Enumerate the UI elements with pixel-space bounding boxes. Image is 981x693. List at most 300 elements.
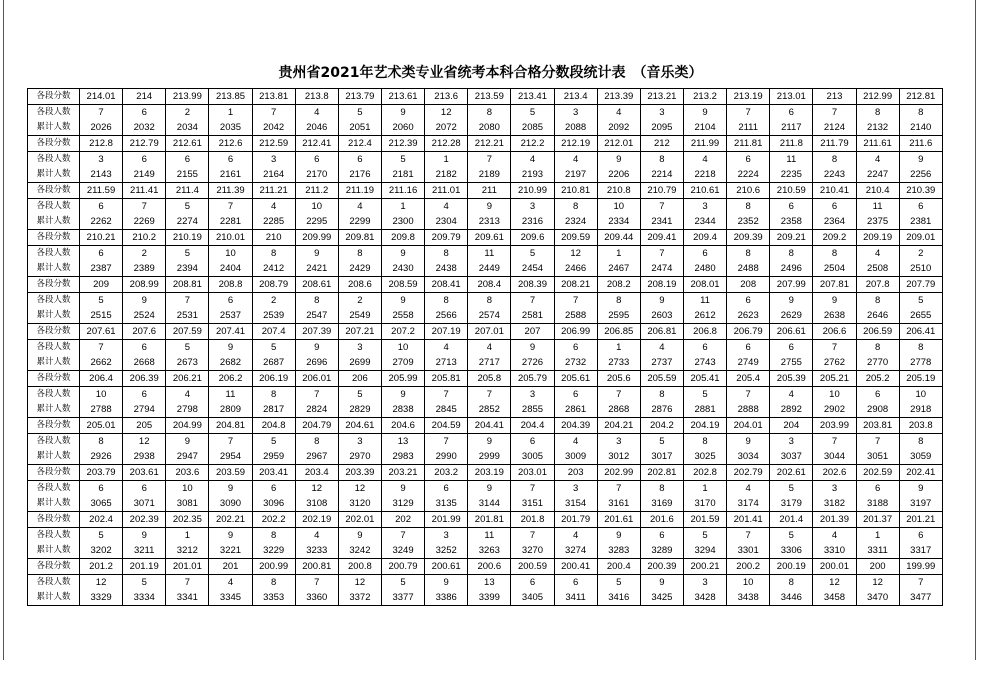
count-cell: 1 <box>381 199 424 215</box>
count-cell: 9 <box>295 340 338 356</box>
score-cell: 205.79 <box>511 371 554 387</box>
score-cell: 201.59 <box>683 512 726 528</box>
count-cell: 8 <box>640 387 683 403</box>
score-cell: 206 <box>338 371 381 387</box>
count-cell: 3 <box>80 152 123 168</box>
cumulative-cell: 2467 <box>597 261 640 277</box>
cumulative-cell: 3211 <box>123 543 166 559</box>
score-cell: 207 <box>511 324 554 340</box>
count-cell: 6 <box>554 340 597 356</box>
score-cell: 200.81 <box>295 559 338 575</box>
count-cell: 7 <box>381 528 424 544</box>
cumulative-cell: 3386 <box>425 590 468 606</box>
cumulative-cell: 2488 <box>727 261 770 277</box>
score-row <box>28 183 943 199</box>
score-cell: 209.41 <box>640 230 683 246</box>
count-cell: 6 <box>770 105 813 121</box>
score-cell: 200 <box>856 559 899 575</box>
count-cell: 11 <box>856 199 899 215</box>
cumulative-cell: 2954 <box>209 449 252 465</box>
count-cell: 13 <box>468 575 511 591</box>
count-cell: 5 <box>252 340 295 356</box>
cumulative-cell: 2696 <box>295 355 338 371</box>
cumulative-cell: 3438 <box>727 590 770 606</box>
cumulative-cell: 2537 <box>209 308 252 324</box>
cumulative-cell: 2206 <box>597 167 640 183</box>
count-cell: 6 <box>899 528 942 544</box>
row-label: 各段分数 <box>28 277 80 293</box>
count-cell: 3 <box>425 528 468 544</box>
count-cell: 6 <box>813 199 856 215</box>
count-cell: 1 <box>856 528 899 544</box>
score-cell: 205.4 <box>727 371 770 387</box>
cumulative-row <box>28 261 943 277</box>
score-cell: 211.39 <box>209 183 252 199</box>
score-cell: 213.99 <box>166 89 209 105</box>
row-label: 各段人数 <box>28 152 80 168</box>
cumulative-cell: 3012 <box>597 449 640 465</box>
score-cell: 210.81 <box>554 183 597 199</box>
cumulative-cell: 2193 <box>511 167 554 183</box>
score-cell: 212 <box>640 136 683 152</box>
row-label: 各段人数 <box>28 105 80 121</box>
cumulative-cell: 3263 <box>468 543 511 559</box>
count-cell: 6 <box>727 340 770 356</box>
score-cell: 212.99 <box>856 89 899 105</box>
cumulative-cell: 3416 <box>597 590 640 606</box>
score-row <box>28 559 943 575</box>
cumulative-cell: 3283 <box>597 543 640 559</box>
count-cell: 4 <box>295 105 338 121</box>
score-cell: 211.2 <box>295 183 338 199</box>
count-cell: 8 <box>640 481 683 497</box>
count-cell: 8 <box>252 387 295 403</box>
cumulative-cell: 2299 <box>338 214 381 230</box>
count-cell: 5 <box>511 246 554 262</box>
score-cell: 211.61 <box>856 136 899 152</box>
count-cell: 9 <box>166 434 209 450</box>
cumulative-cell: 2581 <box>511 308 554 324</box>
score-cell: 201.21 <box>899 512 942 528</box>
score-cell: 213.41 <box>511 89 554 105</box>
row-label: 各段分数 <box>28 559 80 575</box>
count-cell: 7 <box>554 293 597 309</box>
row-label: 累计人数 <box>28 261 80 277</box>
cumulative-cell: 2143 <box>80 167 123 183</box>
cumulative-cell: 2809 <box>209 402 252 418</box>
cumulative-cell: 2092 <box>597 120 640 136</box>
count-cell: 1 <box>209 105 252 121</box>
score-cell: 208.79 <box>252 277 295 293</box>
count-cell: 8 <box>425 293 468 309</box>
count-cell: 6 <box>123 481 166 497</box>
score-cell: 207.4 <box>252 324 295 340</box>
score-cell: 205.59 <box>640 371 683 387</box>
score-cell: 202.61 <box>770 465 813 481</box>
cumulative-cell: 2111 <box>727 120 770 136</box>
cumulative-cell: 3289 <box>640 543 683 559</box>
cumulative-cell: 2699 <box>338 355 381 371</box>
score-cell: 207.01 <box>468 324 511 340</box>
count-cell: 7 <box>209 434 252 450</box>
cumulative-cell: 2262 <box>80 214 123 230</box>
cumulative-cell: 3090 <box>209 496 252 512</box>
cumulative-row <box>28 496 943 512</box>
score-cell: 208 <box>727 277 770 293</box>
count-cell: 7 <box>425 387 468 403</box>
count-cell: 9 <box>209 340 252 356</box>
count-cell: 9 <box>727 434 770 450</box>
score-cell: 212.61 <box>166 136 209 152</box>
row-label: 累计人数 <box>28 402 80 418</box>
count-cell: 6 <box>209 293 252 309</box>
score-cell: 213.21 <box>640 89 683 105</box>
count-cell: 9 <box>381 293 424 309</box>
count-cell: 4 <box>856 152 899 168</box>
cumulative-cell: 2524 <box>123 308 166 324</box>
cumulative-cell: 2566 <box>425 308 468 324</box>
cumulative-cell: 2938 <box>123 449 166 465</box>
score-cell: 199.99 <box>899 559 942 575</box>
count-cell: 7 <box>295 387 338 403</box>
score-cell: 207.61 <box>80 324 123 340</box>
score-cell: 203.01 <box>511 465 554 481</box>
score-cell: 208.01 <box>683 277 726 293</box>
cumulative-cell: 2717 <box>468 355 511 371</box>
score-cell: 204.39 <box>554 418 597 434</box>
cumulative-cell: 3477 <box>899 590 942 606</box>
cumulative-row <box>28 543 943 559</box>
score-cell: 200.21 <box>683 559 726 575</box>
count-cell: 3 <box>511 199 554 215</box>
cumulative-cell: 2595 <box>597 308 640 324</box>
row-label: 各段人数 <box>28 293 80 309</box>
count-cell: 5 <box>338 387 381 403</box>
row-label: 各段分数 <box>28 230 80 246</box>
count-cell: 3 <box>770 434 813 450</box>
cumulative-cell: 2181 <box>381 167 424 183</box>
score-cell: 200.6 <box>468 559 511 575</box>
score-cell: 209.01 <box>899 230 942 246</box>
count-row <box>28 528 943 544</box>
count-cell: 8 <box>252 246 295 262</box>
score-cell: 208.6 <box>338 277 381 293</box>
score-cell: 212.81 <box>899 89 942 105</box>
cumulative-cell: 2088 <box>554 120 597 136</box>
score-cell: 210.99 <box>511 183 554 199</box>
count-cell: 9 <box>381 481 424 497</box>
score-cell: 203.59 <box>209 465 252 481</box>
count-cell: 12 <box>338 481 381 497</box>
cumulative-cell: 3009 <box>554 449 597 465</box>
row-label: 各段人数 <box>28 199 80 215</box>
row-label: 累计人数 <box>28 543 80 559</box>
cumulative-cell: 3169 <box>640 496 683 512</box>
score-cell: 208.39 <box>511 277 554 293</box>
score-cell: 212.39 <box>381 136 424 152</box>
count-cell: 4 <box>813 528 856 544</box>
count-cell: 6 <box>123 340 166 356</box>
score-cell: 209.39 <box>727 230 770 246</box>
cumulative-cell: 2480 <box>683 261 726 277</box>
score-cell: 208.81 <box>166 277 209 293</box>
count-cell: 11 <box>770 152 813 168</box>
count-cell: 8 <box>554 199 597 215</box>
count-cell: 7 <box>727 387 770 403</box>
score-distribution-table <box>27 88 943 606</box>
count-cell: 4 <box>727 481 770 497</box>
count-cell: 5 <box>80 293 123 309</box>
cumulative-cell: 3017 <box>640 449 683 465</box>
score-cell: 204.8 <box>252 418 295 434</box>
count-cell: 9 <box>640 293 683 309</box>
score-row <box>28 512 943 528</box>
cumulative-cell: 2224 <box>727 167 770 183</box>
cumulative-cell: 2778 <box>899 355 942 371</box>
score-cell: 204.6 <box>381 418 424 434</box>
cumulative-cell: 2549 <box>338 308 381 324</box>
cumulative-cell: 2344 <box>683 214 726 230</box>
cumulative-cell: 2189 <box>468 167 511 183</box>
count-cell: 9 <box>683 105 726 121</box>
count-cell: 5 <box>511 105 554 121</box>
score-cell: 211.19 <box>338 183 381 199</box>
count-cell: 2 <box>252 293 295 309</box>
cumulative-row <box>28 449 943 465</box>
cumulative-cell: 3301 <box>727 543 770 559</box>
cumulative-cell: 2161 <box>209 167 252 183</box>
score-cell: 203.79 <box>80 465 123 481</box>
count-cell: 9 <box>123 293 166 309</box>
score-cell: 206.4 <box>80 371 123 387</box>
cumulative-cell: 2060 <box>381 120 424 136</box>
count-cell: 5 <box>80 528 123 544</box>
count-row <box>28 575 943 591</box>
score-cell: 211 <box>468 183 511 199</box>
cumulative-cell: 2140 <box>899 120 942 136</box>
cumulative-cell: 3405 <box>511 590 554 606</box>
cumulative-cell: 2085 <box>511 120 554 136</box>
cumulative-cell: 2709 <box>381 355 424 371</box>
cumulative-cell: 2918 <box>899 402 942 418</box>
count-cell: 12 <box>425 105 468 121</box>
score-cell: 213 <box>813 89 856 105</box>
count-cell: 9 <box>640 575 683 591</box>
score-cell: 205.2 <box>856 371 899 387</box>
score-cell: 209.8 <box>381 230 424 246</box>
score-cell: 201.41 <box>727 512 770 528</box>
count-cell: 11 <box>683 293 726 309</box>
score-cell: 207.39 <box>295 324 338 340</box>
score-cell: 201.61 <box>597 512 640 528</box>
row-label: 各段分数 <box>28 183 80 199</box>
score-cell: 209.6 <box>511 230 554 246</box>
score-cell: 203.81 <box>856 418 899 434</box>
count-row <box>28 199 943 215</box>
score-row <box>28 136 943 152</box>
cumulative-cell: 2046 <box>295 120 338 136</box>
count-cell: 8 <box>770 246 813 262</box>
count-cell: 8 <box>727 199 770 215</box>
page-border-right <box>975 0 976 660</box>
page-title: 贵州省2021年艺术类专业省统考本科合格分数段统计表 （音乐类） <box>278 65 703 81</box>
cumulative-cell: 2876 <box>640 402 683 418</box>
count-cell: 9 <box>899 152 942 168</box>
cumulative-cell: 3310 <box>813 543 856 559</box>
count-cell: 4 <box>554 528 597 544</box>
count-cell: 5 <box>640 434 683 450</box>
cumulative-cell: 2149 <box>123 167 166 183</box>
count-cell: 7 <box>640 199 683 215</box>
score-cell: 202.19 <box>295 512 338 528</box>
score-cell: 212.01 <box>597 136 640 152</box>
cumulative-cell: 2629 <box>770 308 813 324</box>
cumulative-cell: 2881 <box>683 402 726 418</box>
cumulative-cell: 2673 <box>166 355 209 371</box>
count-cell: 7 <box>727 528 770 544</box>
score-cell: 208.99 <box>123 277 166 293</box>
score-cell: 211.01 <box>425 183 468 199</box>
score-cell: 207.2 <box>381 324 424 340</box>
count-cell: 9 <box>425 575 468 591</box>
cumulative-cell: 2155 <box>166 167 209 183</box>
cumulative-cell: 2612 <box>683 308 726 324</box>
row-label: 累计人数 <box>28 167 80 183</box>
cumulative-cell: 3065 <box>80 496 123 512</box>
count-cell: 8 <box>899 434 942 450</box>
cumulative-cell: 3334 <box>123 590 166 606</box>
score-row <box>28 277 943 293</box>
cumulative-cell: 3212 <box>166 543 209 559</box>
count-cell: 3 <box>511 387 554 403</box>
score-cell: 211.99 <box>683 136 726 152</box>
count-cell: 7 <box>813 340 856 356</box>
score-cell: 202.39 <box>123 512 166 528</box>
count-cell: 8 <box>899 340 942 356</box>
score-cell: 208.21 <box>554 277 597 293</box>
cumulative-cell: 2743 <box>683 355 726 371</box>
cumulative-cell: 3274 <box>554 543 597 559</box>
cumulative-cell: 2438 <box>425 261 468 277</box>
score-cell: 213.81 <box>252 89 295 105</box>
score-cell: 206.8 <box>683 324 726 340</box>
cumulative-cell: 2341 <box>640 214 683 230</box>
count-cell: 3 <box>554 481 597 497</box>
score-cell: 201.19 <box>123 559 166 575</box>
count-cell: 9 <box>209 481 252 497</box>
count-cell: 4 <box>856 246 899 262</box>
cumulative-cell: 2888 <box>727 402 770 418</box>
score-cell: 200.41 <box>554 559 597 575</box>
count-cell: 4 <box>295 528 338 544</box>
count-cell: 7 <box>468 152 511 168</box>
score-cell: 209.4 <box>683 230 726 246</box>
cumulative-cell: 2358 <box>770 214 813 230</box>
score-cell: 211.21 <box>252 183 295 199</box>
cumulative-cell: 3081 <box>166 496 209 512</box>
cumulative-cell: 2798 <box>166 402 209 418</box>
count-cell: 5 <box>381 152 424 168</box>
cumulative-cell: 3341 <box>166 590 209 606</box>
cumulative-cell: 3411 <box>554 590 597 606</box>
cumulative-cell: 2035 <box>209 120 252 136</box>
row-label: 各段人数 <box>28 340 80 356</box>
cumulative-cell: 2412 <box>252 261 295 277</box>
score-cell: 208.19 <box>640 277 683 293</box>
row-label: 各段人数 <box>28 481 80 497</box>
score-cell: 202 <box>381 512 424 528</box>
count-cell: 5 <box>123 575 166 591</box>
count-cell: 12 <box>80 575 123 591</box>
cumulative-cell: 2375 <box>856 214 899 230</box>
score-cell: 209.59 <box>554 230 597 246</box>
score-cell: 206.79 <box>727 324 770 340</box>
cumulative-cell: 2970 <box>338 449 381 465</box>
count-cell: 1 <box>683 481 726 497</box>
cumulative-cell: 2515 <box>80 308 123 324</box>
cumulative-cell: 3179 <box>770 496 813 512</box>
cumulative-cell: 3360 <box>295 590 338 606</box>
count-cell: 4 <box>683 152 726 168</box>
count-cell: 8 <box>856 293 899 309</box>
score-cell: 213.01 <box>770 89 813 105</box>
score-cell: 212.8 <box>80 136 123 152</box>
cumulative-cell: 2967 <box>295 449 338 465</box>
cumulative-cell: 3242 <box>338 543 381 559</box>
count-cell: 5 <box>597 575 640 591</box>
score-cell: 212.6 <box>209 136 252 152</box>
count-cell: 6 <box>123 387 166 403</box>
score-cell: 201 <box>209 559 252 575</box>
count-cell: 9 <box>123 528 166 544</box>
score-cell: 201.01 <box>166 559 209 575</box>
score-cell: 207.8 <box>856 277 899 293</box>
count-cell: 8 <box>338 246 381 262</box>
cumulative-cell: 2304 <box>425 214 468 230</box>
count-cell: 9 <box>511 340 554 356</box>
count-cell: 7 <box>813 434 856 450</box>
cumulative-cell: 2892 <box>770 402 813 418</box>
count-row <box>28 340 943 356</box>
cumulative-cell: 3197 <box>899 496 942 512</box>
cumulative-cell: 3221 <box>209 543 252 559</box>
cumulative-row <box>28 590 943 606</box>
count-cell: 6 <box>683 340 726 356</box>
count-cell: 6 <box>123 105 166 121</box>
score-cell: 202.79 <box>727 465 770 481</box>
cumulative-cell: 2235 <box>770 167 813 183</box>
cumulative-cell: 2466 <box>554 261 597 277</box>
count-cell: 6 <box>727 152 770 168</box>
score-cell: 203.61 <box>123 465 166 481</box>
count-cell: 8 <box>425 246 468 262</box>
count-cell: 5 <box>899 293 942 309</box>
count-cell: 9 <box>468 481 511 497</box>
cumulative-cell: 2855 <box>511 402 554 418</box>
cumulative-cell: 2824 <box>295 402 338 418</box>
cumulative-cell: 3229 <box>252 543 295 559</box>
cumulative-cell: 3161 <box>597 496 640 512</box>
count-cell: 6 <box>640 528 683 544</box>
count-cell: 4 <box>554 434 597 450</box>
score-cell: 210.4 <box>856 183 899 199</box>
count-cell: 6 <box>856 481 899 497</box>
count-cell: 7 <box>166 293 209 309</box>
score-cell: 210.01 <box>209 230 252 246</box>
score-cell: 200.61 <box>425 559 468 575</box>
row-label: 各段人数 <box>28 246 80 262</box>
count-cell: 9 <box>597 152 640 168</box>
